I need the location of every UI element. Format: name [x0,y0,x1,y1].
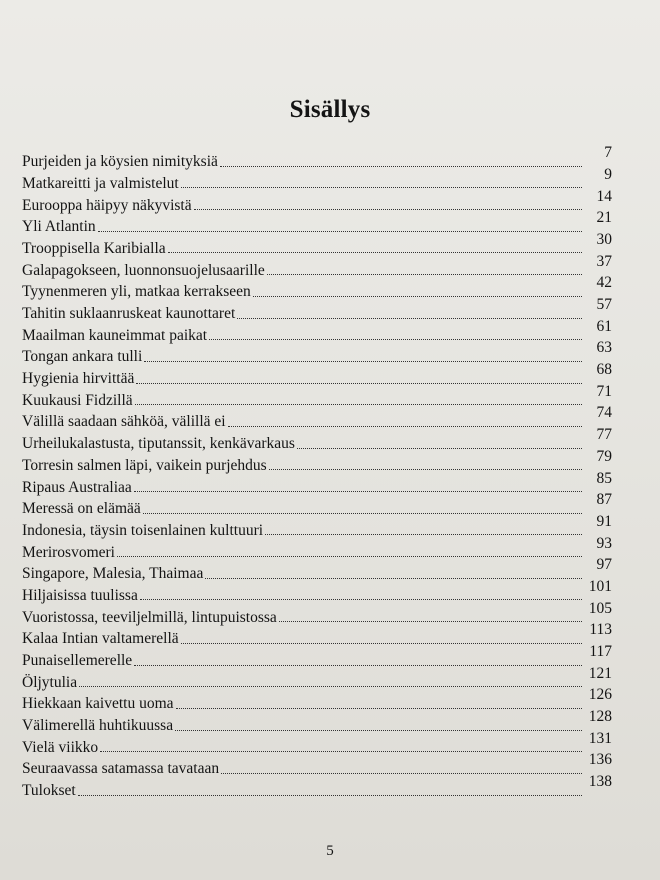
toc-entry-page: 93 [596,534,612,552]
dot-leader [175,730,582,731]
toc-entry-page: 21 [596,209,612,227]
toc-entry-title: Maailman kauneimmat paikat [22,326,208,344]
toc-entry-title: Meressä on elämää [22,500,141,518]
dot-leader [265,534,582,535]
toc-entry-page: 101 [588,577,612,595]
toc-entry [22,144,612,171]
dot-leader [143,513,582,514]
toc-entry-page: 105 [588,599,612,617]
toc-entry-page: 57 [596,296,612,313]
toc-entry-title: Merirosvomeri [22,543,115,561]
toc-entry-page: 97 [596,556,612,574]
toc-entry [22,165,612,192]
dot-leader [297,448,582,449]
toc-entry [22,491,612,518]
toc-entry-page: 126 [588,686,612,704]
toc-entry-page: 7 [604,144,612,162]
toc-entry-title: Kalaa Intian valtamerellä [22,630,179,648]
dot-leader [209,339,582,340]
toc-entry-title: Purjeiden ja köysien nimityksiä [22,153,218,171]
toc-entry [22,621,612,648]
toc-entry-page: 61 [596,317,612,335]
toc-entry-page: 42 [596,274,612,292]
dot-leader [117,556,582,557]
dot-leader [100,751,582,752]
dot-leader [253,296,582,297]
toc-entry-page: 30 [596,230,612,248]
toc-entry-page: 9 [604,165,612,183]
toc-entry-page: 138 [588,773,612,791]
toc-entry-title: Välillä saadaan sähköä, välillä ei [22,413,226,431]
toc-entry [22,534,612,561]
toc-entry [22,252,612,279]
toc-entry-page: 68 [596,361,612,379]
toc-entry [22,751,612,778]
toc-entry-title: Kuukausi Fidzillä [22,391,133,409]
toc-entry-title: Trooppisella Karibialla [22,239,166,257]
toc-entry-page: 85 [596,469,612,487]
toc-entry [22,339,612,366]
toc-entry-page: 128 [588,708,612,726]
toc-entry [22,274,612,301]
toc-entry-page: 71 [596,382,612,400]
toc-entry-title: Yli Atlantin [22,218,96,236]
toc-entry-page: 91 [596,512,612,530]
dot-leader [269,469,582,470]
toc-entry-title: Punaisellemerelle [22,652,133,669]
toc-entry-page: 121 [588,664,612,682]
toc-entry-title: Indonesia, täysin toisenlainen kulttuuri [22,521,264,539]
dot-leader [181,643,582,644]
toc-entry-page: 77 [596,426,612,444]
toc-entry-page: 87 [596,491,612,509]
toc-entry [22,469,612,496]
toc-entry-title: Vielä viikko [22,738,99,756]
toc-entry [22,209,612,236]
dot-leader [279,621,582,622]
dot-leader [205,578,582,579]
toc-entry [22,556,612,583]
toc-entry [22,447,612,474]
dot-leader [79,686,582,687]
toc-entry-title: Galapagokseen, luonnonsuojelusaarille [22,261,265,279]
toc-entry [22,317,612,344]
toc-entry [22,729,612,756]
toc-entry-title: Tongan ankara tulli [22,348,143,366]
dot-leader [237,318,582,319]
dot-leader [168,252,582,253]
toc-entry [22,643,612,669]
dot-leader [221,773,582,774]
toc-entry [22,361,612,388]
toc-entry-page: 74 [596,404,612,422]
toc-entry [22,426,612,453]
toc-entry [22,404,612,431]
dot-leader [176,708,582,709]
toc-entry [22,599,612,626]
toc-entry [22,296,612,322]
toc-entry-title: Hiljaisissa tuulissa [22,586,138,604]
toc-entry-title: Tyynenmeren yli, matkaa kerrakseen [22,283,251,301]
toc-entry-title: Eurooppa häipyy näkyvistä [22,196,192,214]
dot-leader [134,665,582,666]
dot-leader [194,209,582,210]
toc-entry [22,512,612,539]
toc-entry-title: Tahitin suklaanruskeat kaunottaret [22,305,236,322]
dot-leader [228,426,582,427]
toc-entry [22,187,612,214]
toc-entry-title: Torresin salmen läpi, vaikein purjehdus [22,456,267,474]
toc-entry-page: 37 [596,252,612,270]
toc-heading: Sisällys [289,96,371,123]
dot-leader [98,231,582,232]
toc-entry-title: Seuraavassa satamassa tavataan [22,760,220,778]
toc-entry-title: Hygienia hirvittää [22,370,135,388]
dot-leader [267,274,582,275]
toc-entry-title: Välimerellä huhtikuussa [22,717,174,735]
page-number: 5 [326,843,334,859]
toc-entry-title: Öljytulia [22,673,78,691]
dot-leader [78,795,582,796]
toc-entry-page: 14 [596,187,612,205]
dot-leader [220,166,582,167]
toc-entry-page: 63 [596,339,612,357]
table-of-contents [22,144,612,800]
toc-entry-page: 136 [588,751,612,769]
dot-leader [136,383,582,384]
toc-entry-page: 113 [589,621,612,639]
toc-entry-page: 117 [589,643,612,660]
dot-leader [140,599,582,600]
toc-entry [22,577,612,604]
toc-entry-page: 79 [596,447,612,465]
toc-entry-page: 131 [588,729,612,747]
toc-entry [22,230,612,257]
toc-entry-title: Vuoristossa, teeviljelmillä, lintupuistossa [22,608,277,626]
toc-entry-title: Tulokset [22,782,76,800]
toc-entry-title: Urheilukalastusta, tiputanssit, kenkävarkaus [22,435,295,453]
toc-entry-title: Hiekkaan kaivettu uoma [22,695,174,713]
dot-leader [181,187,582,188]
toc-entry [22,686,612,713]
toc-entry [22,773,612,800]
toc-entry-title: Singapore, Malesia, Thaimaa [22,565,204,583]
toc-entry-title: Ripaus Australiaa [22,478,132,496]
toc-entry [22,708,612,735]
dot-leader [135,404,582,405]
toc-entry [22,382,612,409]
dot-leader [134,491,582,492]
dot-leader [144,361,582,362]
toc-entry-title: Matkareitti ja valmistelut [22,174,179,192]
toc-entry [22,664,612,691]
